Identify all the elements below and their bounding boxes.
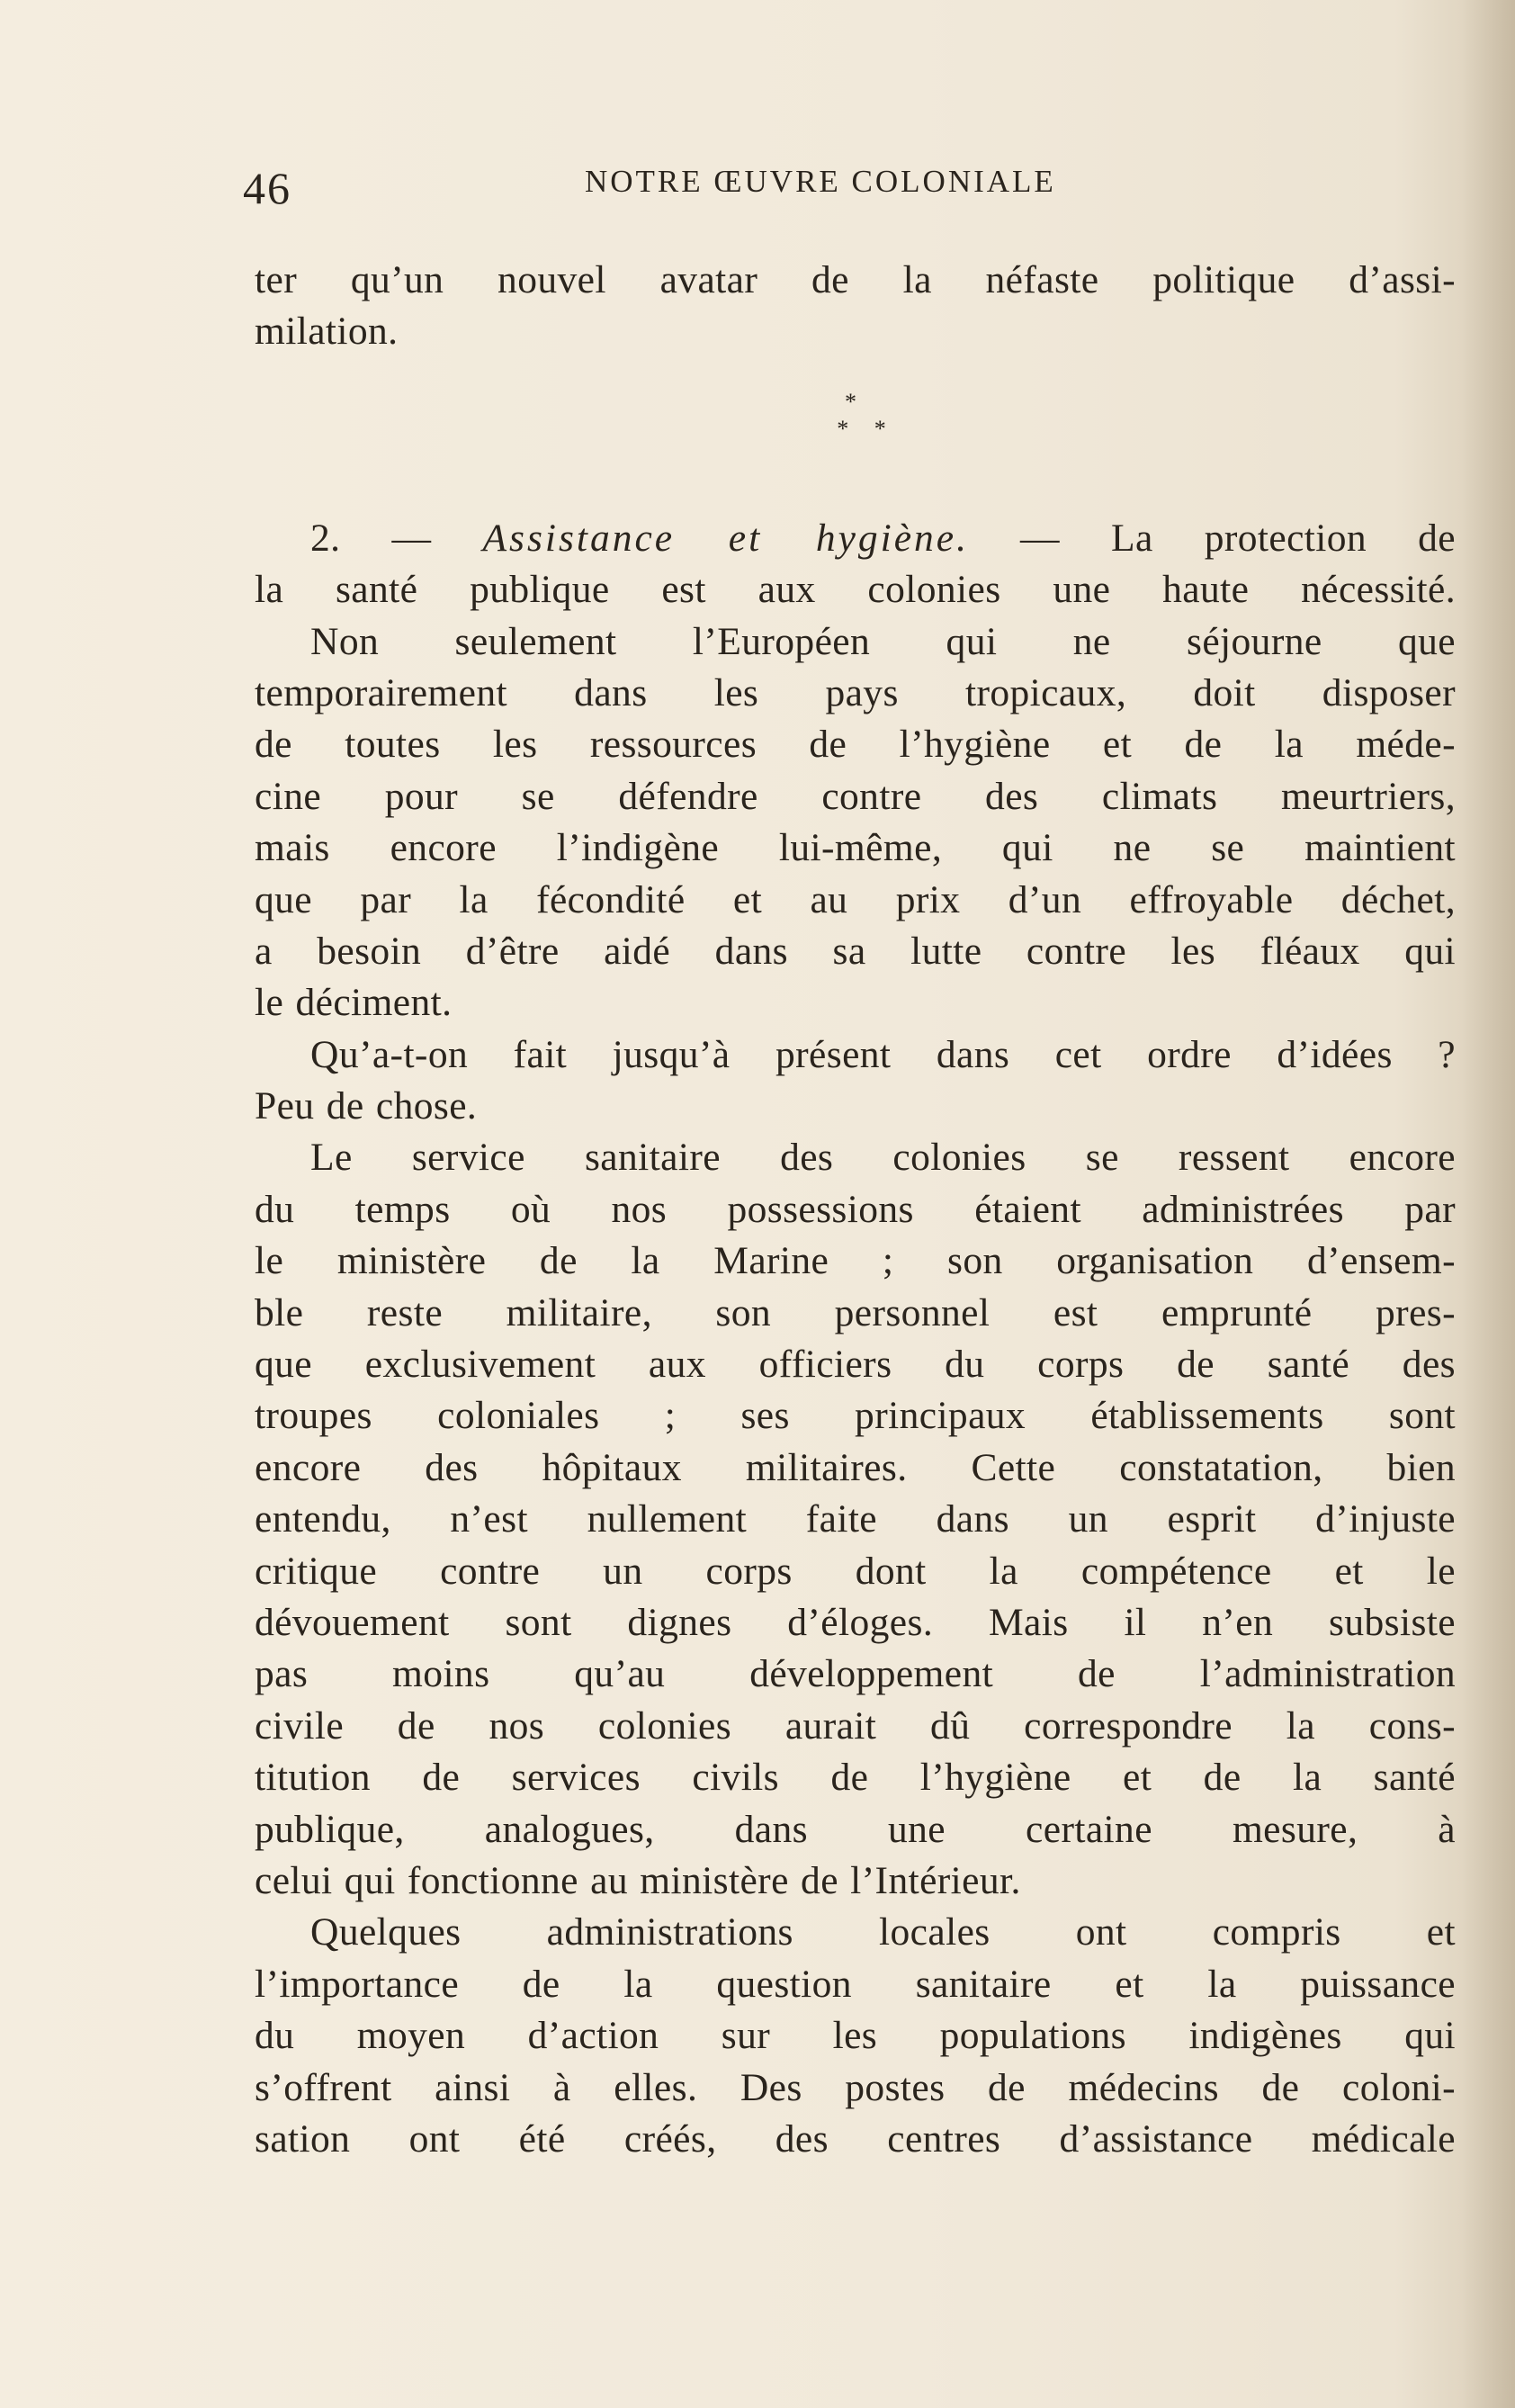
text-line: que exclusivement aux officiers du corps de santé des	[255, 1343, 1456, 1387]
asterism-top: *	[845, 388, 865, 415]
text-line: de toutes les ressources de l’hygiène et de la méde-	[255, 723, 1456, 767]
text-line: mais encore l’indigène lui-même, qui ne se maintient	[255, 826, 1456, 870]
text-line: Non seulement l’Européen qui ne séjourne que	[310, 619, 1456, 663]
text-line: s’offrent ainsi à elles. Des postes de médecins de coloni-	[255, 2065, 1456, 2109]
running-title: NOTRE ŒUVRE COLONIALE	[585, 164, 1056, 199]
asterism-bottom: * *	[837, 415, 895, 442]
page-number: 46	[243, 163, 291, 213]
text-line: l’importance de la question sanitaire et la puissance	[255, 1962, 1456, 2006]
heading-line-text: La protection de	[1110, 516, 1456, 560]
text-line: encore des hôpitaux militaires. Cette constatation, bien	[255, 1445, 1456, 1489]
text-line: critique contre un corps dont la compétence et le	[255, 1549, 1456, 1593]
text-line: titution de services civils de l’hygiène et de la santé	[255, 1756, 1456, 1800]
text-line: a besoin d’être aidé dans sa lutte contre les fléaux qui	[255, 929, 1456, 973]
text-line: sation ont été créés, des centres d’assistance médicale	[255, 2116, 1456, 2161]
text-line: cine pour se défendre contre des climats meurtriers,	[255, 774, 1456, 818]
text-line: ble reste militaire, son personnel est emprunté pres-	[255, 1290, 1456, 1334]
text-line: publique, analogues, dans une certaine mesure, à	[255, 1807, 1456, 1851]
section-number: 2.	[310, 516, 341, 560]
text-line: Quelques administrations locales ont compris et	[310, 1910, 1456, 1954]
body-text	[255, 255, 1456, 2165]
text-line: le ministère de la Marine ; son organisation d’ensem-	[255, 1239, 1456, 1283]
text-line: le déciment.	[255, 981, 453, 1025]
text-line: temporairement dans les pays tropicaux, doit disposer	[255, 670, 1456, 714]
text-line: que par la fécondité et au prix d’un effroyable déchet,	[255, 877, 1456, 921]
text-line: entendu, n’est nullement faite dans un esprit d’injuste	[255, 1497, 1456, 1541]
text-line: civile de nos colonies aurait dû correspondre la cons-	[255, 1703, 1456, 1748]
running-head	[243, 155, 1448, 213]
text-line: du temps où nos possessions étaient administrées par	[255, 1187, 1456, 1231]
text-line: du moyen d’action sur les populations indigènes qui	[255, 2014, 1456, 2058]
text-line: troupes coloniales ; ses principaux établissements sont	[255, 1394, 1456, 1438]
heading-dash: —	[391, 516, 432, 560]
heading-dash: —	[1020, 516, 1060, 560]
text-line: milation.	[255, 310, 399, 354]
section-title: Assistance et hygiène.	[482, 516, 969, 560]
text-line: la santé publique est aux colonies une haute nécessité.	[255, 568, 1456, 612]
text-line: celui qui fonctionne au ministère de l’Intérieur.	[255, 1858, 1021, 1902]
text-line: Qu’a-t-on fait jusqu’à présent dans cet ordre d’idées ?	[310, 1032, 1456, 1076]
text-line: ter qu’un nouvel avatar de la néfaste politique d’assi-	[255, 258, 1456, 301]
text-line: Le service sanitaire des colonies se ressent encore	[310, 1136, 1456, 1180]
section-break-ornament	[255, 358, 1456, 513]
text-line: Peu de chose.	[255, 1084, 478, 1128]
text-line: dévouement sont dignes d’éloges. Mais il n’en subsiste	[255, 1600, 1456, 1644]
section-heading-line	[255, 513, 1456, 564]
text-line: pas moins qu’au développement de l’administration	[255, 1652, 1456, 1696]
